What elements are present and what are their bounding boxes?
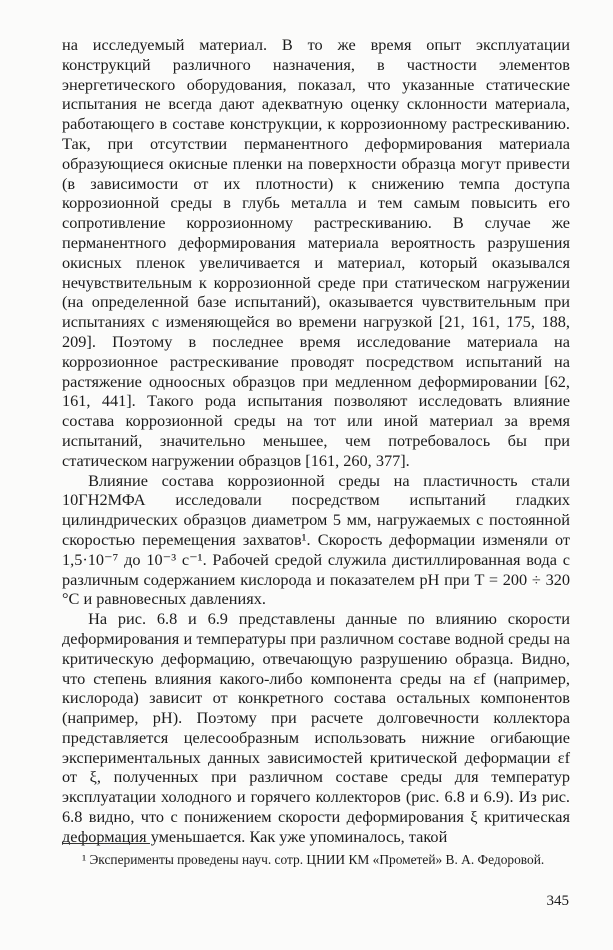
paragraph-2: Влияние состава коррозионной среды на пластичность стали 10ГН2МФА исследовали посредством испытаний гладких цилиндрических образцов диаметром 5 мм, нагружаемых с постоянной скоростью перемещения захватов¹. Скорость деформации изменяли от 1,5·10⁻⁷ до 10⁻³ с⁻¹. Рабочей средой служила дистиллированная вода с различным содержанием кислорода и показателем pH при T = 200 ÷ 320 °C и равновесных давлениях.	[62, 470, 570, 609]
main-text	[62, 35, 570, 847]
paragraph-3: На рис. 6.8 и 6.9 представлены данные по влиянию скорости деформирования и температуры при различном составе водной среды на критическую деформацию, отвечающую разрушению образца. Видно, что степень влияния какого-либо компонента среды на εf (например, кислорода) зависит от конкретного состава остальных компонентов (например, pH). Поэтому при расчете долговечности коллектора представляется целесообразным использовать нижние огибающие экспериментальных данных зависимостей критической деформации εf от ξ, полученных при различном составе среды для температур эксплуатации холодного и горячего коллекторов (рис. 6.8 и 6.9). Из рис. 6.8 видно, что с понижением скорости деформирования ξ критическая деформация уменьшается. Как уже упоминалось, такой	[62, 609, 570, 846]
page-number: 345	[546, 893, 569, 909]
footnote: ¹ Эксперименты проведены науч. сотр. ЦНИИ КМ «Прометей» В. А. Федоровой.	[82, 852, 545, 867]
paragraph-1: на исследуемый материал. В то же время опыт эксплуатации конструкций различного назначения, в частности элементов энергетического оборудования, показал, что указанные статические испытания не всегда дают адекватную оценку склонности материала, работающего в составе конструкции, к коррозионному растрескиванию. Так, при отсутствии перманентного деформирования материала образующиеся окисные пленки на поверхности образца могут привести (в зависимости от их плотности) к снижению темпа доступа коррозионной среды в глубь металла и тем самым повысить его сопротивление коррозионному растрескиванию. В случае же перманентного деформирования материала вероятность разрушения окисных пленок увеличивается и материал, который оказывался нечувствительным к коррозионной среде при статическом нагружении (на определенной базе испытаний), оказывается чувствительным при испытаниях с изменяющейся во времени нагрузкой [21, 161, 175, 188, 209]. Поэтому в последнее время исследование материала на коррозионное растрескивание проводят посредством испытаний на растяжение одноосных образцов при медленном деформировании [62, 161, 441]. Такого рода испытания позволяют исследовать влияние состава коррозионной среды на тот или иной материал за время испытаний, значительно меньшее, чем потребовалось бы при статическом нагружении образцов [161, 260, 377].	[62, 35, 570, 470]
footnote-divider	[62, 843, 150, 844]
